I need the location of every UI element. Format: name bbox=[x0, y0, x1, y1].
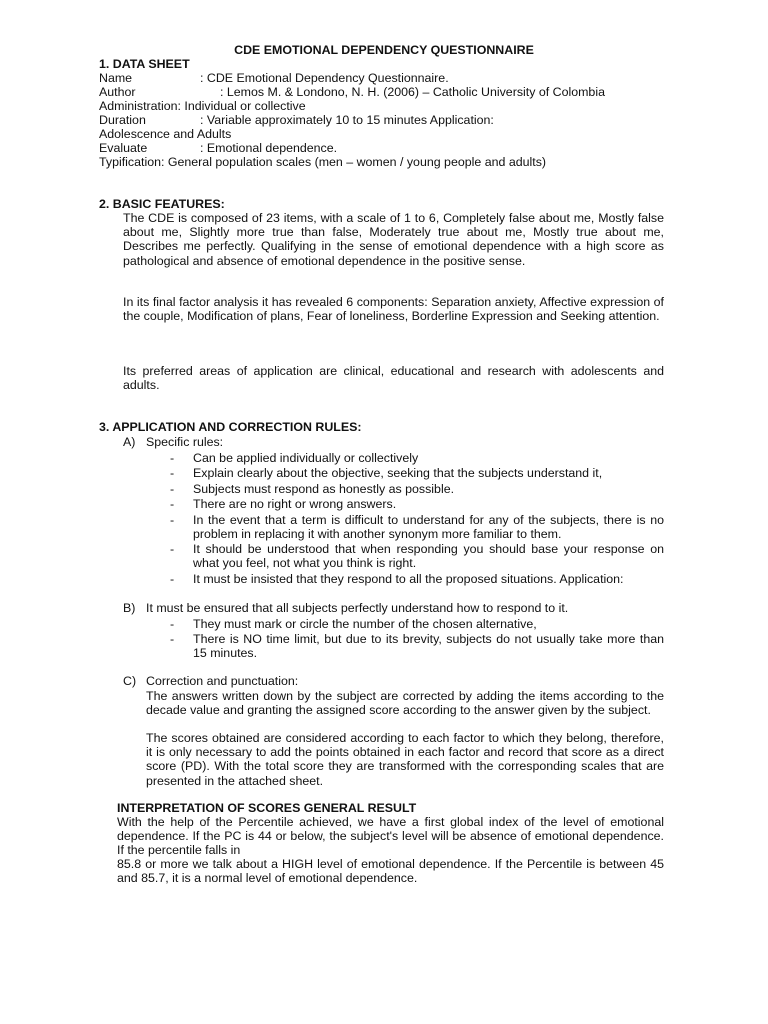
basic-features-paragraph-2: In its final factor analysis it has revealed 6 components: Separation anxiety, Affective expression of the couple, Modification of plans, Fear of loneliness, Borderline Expression and Seeking attention. bbox=[123, 295, 664, 324]
list-item: Explain clearly about the objective, seeking that the subjects understand it, bbox=[193, 466, 603, 480]
interpretation-paragraph-2: 85.8 or more we talk about a HIGH level of emotional dependence. If the Percentile is between 45 and 85.7, it is a normal level of emotional dependence. bbox=[117, 857, 664, 886]
correction-paragraph-2: The scores obtained are considered according to each factor to which they belong, therefore, it is only necessary to add the points obtained in each factor and record that score as a direct score (PD). With the total score they are transformed with the corresponding scales that are presented in the attached sheet. bbox=[146, 731, 664, 788]
list-item: Can be applied individually or collectively bbox=[193, 451, 419, 465]
section-1-heading: 1. DATA SHEET bbox=[99, 57, 190, 71]
list-item: It must be insisted that they respond to all the proposed situations. Application: bbox=[193, 572, 624, 586]
list-item: In the event that a term is difficult to understand for any of the subjects, there is no problem in replacing it with another synonym more familiar to them. bbox=[193, 513, 664, 542]
list-bullet: - bbox=[170, 482, 175, 496]
list-bullet: - bbox=[170, 542, 175, 556]
evaluate-label: Evaluate bbox=[99, 141, 148, 155]
interpretation-heading: INTERPRETATION OF SCORES GENERAL RESULT bbox=[117, 801, 417, 815]
correction-paragraph-1: The answers written down by the subject are corrected by adding the items according to the decade value and granting the assigned score according to the answer given by the subject. bbox=[146, 689, 664, 718]
list-bullet: - bbox=[170, 513, 175, 527]
section-2-heading: 2. BASIC FEATURES: bbox=[99, 197, 225, 211]
list-item: There is NO time limit, but due to its brevity, subjects do not usually take more than 15 minutes. bbox=[193, 632, 664, 661]
list-bullet: - bbox=[170, 617, 175, 631]
rule-b-text: It must be ensured that all subjects perfectly understand how to respond to it. bbox=[146, 601, 569, 615]
list-bullet: - bbox=[170, 497, 175, 511]
author-value: : Lemos M. & Londono, N. H. (2006) – Catholic University of Colombia bbox=[220, 85, 605, 99]
list-bullet: - bbox=[170, 451, 175, 465]
list-item: Subjects must respond as honestly as possible. bbox=[193, 482, 455, 496]
rule-a-text: Specific rules: bbox=[146, 435, 224, 449]
rule-c-marker: C) bbox=[123, 674, 137, 688]
application-continuation: Adolescence and Adults bbox=[99, 127, 232, 141]
list-item: It should be understood that when responding you should base your response on what you feel, not what you think is right. bbox=[193, 542, 664, 571]
administration-line: Administration: Individual or collective bbox=[99, 99, 306, 113]
document-title: CDE EMOTIONAL DEPENDENCY QUESTIONNAIRE bbox=[234, 43, 534, 57]
list-item: They must mark or circle the number of the chosen alternative, bbox=[193, 617, 537, 631]
duration-label: Duration bbox=[99, 113, 146, 127]
name-label: Name bbox=[99, 71, 133, 85]
rule-c-text: Correction and punctuation: bbox=[146, 674, 299, 688]
basic-features-paragraph-1: The CDE is composed of 23 items, with a scale of 1 to 6, Completely false about me, Mostly false about me, Slightly more true than false, Moderately true about me, Mostly true about me, Describes me perfectly. Qualifying in the sense of emotional dependence with a high score as pathological and absence of emotional dependence in the positive sense. bbox=[123, 211, 664, 268]
rule-b-marker: B) bbox=[123, 601, 136, 615]
list-bullet: - bbox=[170, 466, 175, 480]
rule-a-marker: A) bbox=[123, 435, 136, 449]
list-bullet: - bbox=[170, 572, 175, 586]
list-bullet: - bbox=[170, 632, 175, 646]
typification-line: Typification: General population scales (men – women / young people and adults) bbox=[99, 155, 547, 169]
basic-features-paragraph-3: Its preferred areas of application are clinical, educational and research with adolescents and adults. bbox=[123, 364, 664, 393]
list-item: There are no right or wrong answers. bbox=[193, 497, 397, 511]
author-label: Author bbox=[99, 85, 136, 99]
name-value: : CDE Emotional Dependency Questionnaire. bbox=[200, 71, 449, 85]
evaluate-value: : Emotional dependence. bbox=[200, 141, 338, 155]
section-3-heading: 3. APPLICATION AND CORRECTION RULES: bbox=[99, 420, 362, 434]
interpretation-paragraph-1: With the help of the Percentile achieved, we have a first global index of the level of emotional dependence. If the PC is 44 or below, the subject's level will be absence of emotional dependence. If the percentile falls in bbox=[117, 815, 664, 858]
duration-value: : Variable approximately 10 to 15 minutes Application: bbox=[200, 113, 494, 127]
